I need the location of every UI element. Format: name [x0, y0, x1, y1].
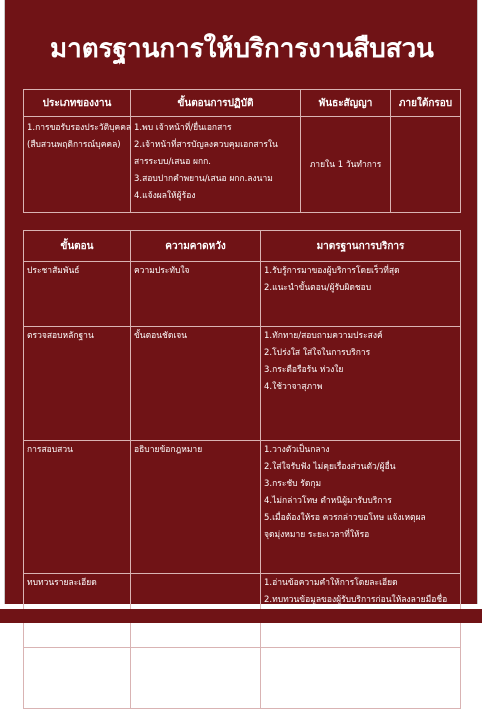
service-commitment-table — [23, 89, 461, 213]
cell-expectation — [131, 262, 261, 327]
cell-step — [24, 327, 131, 441]
cell-line: 4.ไม่กล่าวโทษ ตำหนิผู้มารับบริการ — [264, 496, 392, 506]
table-row — [24, 648, 461, 709]
cell-line: ตรวจสอบความคืบหน้าของคดีได้ — [134, 652, 254, 662]
cell-expectation — [131, 441, 261, 574]
bottom-strip — [0, 609, 482, 623]
cell-line: 1.รับรู้การมาของผู้บริการโดยเร็วที่สุด — [264, 266, 400, 276]
cell-service-standard — [261, 262, 461, 327]
table-header-row — [24, 90, 461, 117]
cell-line: 3.กระตือรือร้น ห่วงใย — [264, 365, 344, 375]
cell-line: 3.กระชับ รัดกุม — [264, 479, 322, 489]
cell-line: ประชาสัมพันธ์ — [27, 266, 80, 276]
service-standard-table — [23, 230, 461, 709]
cell-line: แนะนำช่องทางการติดต่อ — [27, 652, 120, 662]
cell-line: 2.ใส่ใจรับฟัง ไม่คุยเรื่องส่วนตัว/ผู้อื่น — [264, 462, 396, 472]
cell-line: สารระบบ/เสนอ ผกก. — [134, 157, 211, 167]
cell-line: สอบถาม — [27, 669, 59, 679]
cell-line: 1.การขอรับรองประวัติบุคคล — [27, 123, 132, 133]
header-step: ขั้นตอน — [24, 231, 131, 262]
cell-line: ตรวจสอบหลักฐาน — [27, 331, 94, 341]
service-standard-rows — [24, 262, 461, 709]
header-procedure: ขั้นตอนการปฏิบัติ — [131, 90, 301, 117]
cell-line: 2.แนะนำขั้นตอน/ผู้รับผิดชอบ — [264, 283, 372, 293]
cell-line: 2.ทบทวนข้อมูลของผู้รับบริการก่อนให้ลงลายมือชื่อ — [264, 595, 448, 605]
table-row — [24, 262, 461, 327]
cell-line: จุดมุ่งหมาย ระยะเวลาที่ให้รอ — [264, 530, 370, 540]
header-service-standard: มาตรฐานการบริการ — [261, 231, 461, 262]
table-row — [24, 327, 461, 441]
cell-line: (สืบสวนพฤติการณ์บุคคล) — [27, 140, 121, 150]
cell-line: 4.แจ้งผลให้ผู้ร้อง — [134, 191, 196, 201]
cell-commitment: ภายใน 1 วันทำการ — [301, 117, 391, 213]
table-row — [24, 117, 461, 213]
cell-line: ทบทวนรายละเอียด — [27, 578, 97, 588]
cell-line: 5.เมื่อต้องให้รอ ควรกล่าวขอโทษ แจ้งเหตุผล — [264, 513, 426, 523]
cell-service-standard — [261, 327, 461, 441]
cell-line: 2.โปร่งใส ใส่ใจในการบริการ — [264, 348, 371, 358]
cell-line: 1.แจ้งผลความคืบหน้าในคดีตามกำหนดเวลาที่ — [264, 652, 433, 662]
cell-line: 1.ทักทาย/สอบถามความประสงค์ — [264, 331, 383, 341]
header-commitment: พันธะสัญญา — [301, 90, 391, 117]
cell-work-type — [24, 117, 131, 213]
cell-line: 4.ใช้วาจาสุภาพ — [264, 382, 323, 392]
table-row — [24, 441, 461, 574]
cell-service-standard — [261, 648, 461, 709]
cell-framework — [391, 117, 461, 213]
cell-procedure — [131, 117, 301, 213]
table-header-row — [24, 231, 461, 262]
cell-service-standard — [261, 441, 461, 574]
header-framework: ภายใต้กรอบ — [391, 90, 461, 117]
cell-line: อธิบายข้อกฎหมาย — [134, 445, 203, 455]
cell-line: 1.อ่านข้อความคำให้การโดยละเอียด — [264, 578, 398, 588]
cell-line: 1.พบ เจ้าหน้าที่/ยื่นเอกสาร — [134, 123, 232, 133]
cell-step — [24, 648, 131, 709]
poster-title: มาตรฐานการให้บริการงานสืบสวน — [50, 34, 434, 64]
service-standard-poster — [4, 0, 478, 679]
cell-expectation — [131, 648, 261, 709]
cell-line: ตลอด — [134, 669, 156, 679]
cell-line: ขั้นตอนชัดเจน — [134, 331, 188, 341]
cell-step — [24, 441, 131, 574]
cell-line: กำหนด — [264, 669, 291, 679]
header-work-type: ประเภทของงาน — [24, 90, 131, 117]
cell-line: ความประทับใจ — [134, 266, 190, 276]
cell-line: 2.เจ้าหน้าที่สารบัญลงควบคุมเอกสารใน — [134, 140, 278, 150]
cell-expectation — [131, 327, 261, 441]
cell-line: การสอบสวน — [27, 445, 73, 455]
cell-line: 3.สอบปากคำพยาน/เสนอ ผกก.ลงนาม — [134, 174, 273, 184]
header-expectation: ความคาดหวัง — [131, 231, 261, 262]
cell-step — [24, 262, 131, 327]
cell-line: 1.วางตัวเป็นกลาง — [264, 445, 330, 455]
